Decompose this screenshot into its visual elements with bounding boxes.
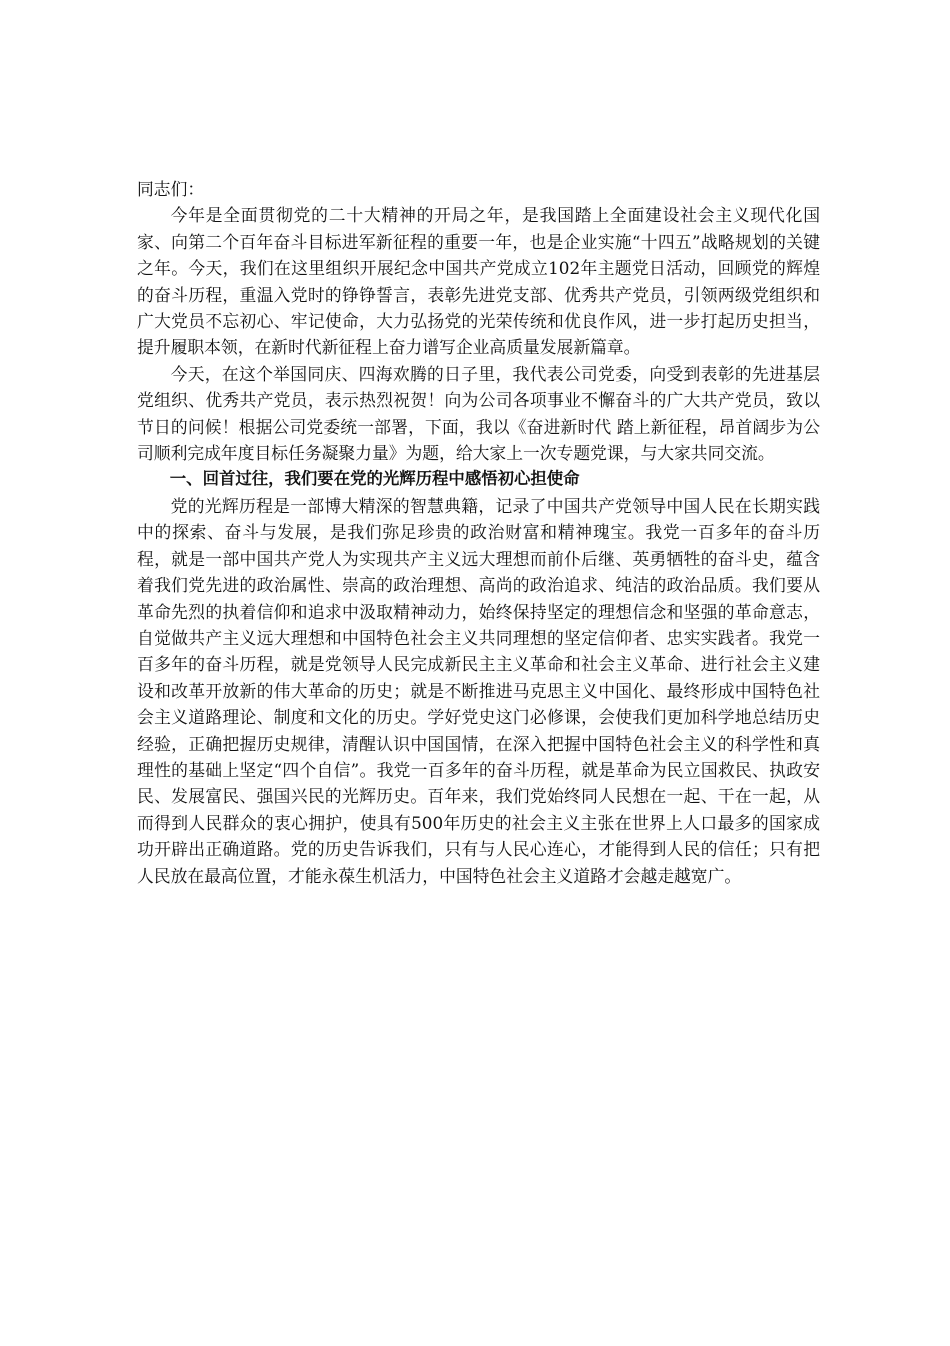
section-heading: 一、回首过往，我们要在党的光辉历程中感悟初心担使命 [169,469,580,489]
intro-paragraph-2: 今天，在这个举国同庆、四海欢腾的日子里，我代表公司党委，向受到表彰的先进基层党组织、优秀共产党员，表示热烈祝贺！向为公司各项事业不懈奋斗的广大共产党员，致以节日的问候！根据公司党委统一部署，下面，我以《奋进新时代 踏上新征程，昂首阔步为公司顺利完成年度目标任务凝聚力量》为题，给大家上一次专题党课，与大家共同交流。 [137,363,820,464]
salutation: 同志们： [137,179,205,199]
document-body [137,176,820,889]
intro-paragraph-1: 今年是全面贯彻党的二十大精神的开局之年，是我国踏上全面建设社会主义现代化国家、向第二个百年奋斗目标进军新征程的重要一年，也是企业实施“十四五”战略规划的关键之年。今天，我们在这里组织开展纪念中国共产党成立102年主题党日活动，回顾党的辉煌的奋斗历程，重温入党时的铮铮誓言，表彰先进党支部、优秀共产党员，引领两级党组织和广大党员不忘初心、牢记使命，大力弘扬党的光荣传统和优良作风，进一步打起历史担当，提升履职本领，在新时代新征程上奋力谱写企业高质量发展新篇章。 [137,205,820,358]
section-paragraph: 党的光辉历程是一部博大精深的智慧典籍，记录了中国共产党领导中国人民在长期实践中的探索、奋斗与发展，是我们弥足珍贵的政治财富和精神瑰宝。我党一百多年的奋斗历程，就是一部中国共产党人为实现共产主义远大理想而前仆后继、英勇牺牲的奋斗史，蕴含着我们党先进的政治属性、崇高的政治理想、高尚的政治追求、纯洁的政治品质。我们要从革命先烈的执着信仰和追求中汲取精神动力，始终保持坚定的理想信念和坚强的革命意志，自觉做共产主义远大理想和中国特色社会主义共同理想的坚定信仰者、忠实实践者。我党一百多年的奋斗历程，就是党领导人民完成新民主主义革命和社会主义革命、进行社会主义建设和改革开放新的伟大革命的历史；就是不断推进马克思主义中国化、最终形成中国特色社会主义道路理论、制度和文化的历史。学好党史这门必修课，会使我们更加科学地总结历史经验，正确把握历史规律，清醒认识中国国情，在深入把握中国特色社会主义的科学性和真理性的基础上坚定“四个自信”。我党一百多年的奋斗历程，就是革命为民立国救民、执政安民、发展富民、强国兴民的光辉历史。百年来，我们党始终同人民想在一起、干在一起，从而得到人民群众的衷心拥护，使具有500年历史的社会主义主张在世界上人口最多的国家成功开辟出正确道路。党的历史告诉我们，只有与人民心连心，才能得到人民的信任；只有把人民放在最高位置，才能永葆生机活力，中国特色社会主义道路才会越走越宽广。 [137,495,820,886]
